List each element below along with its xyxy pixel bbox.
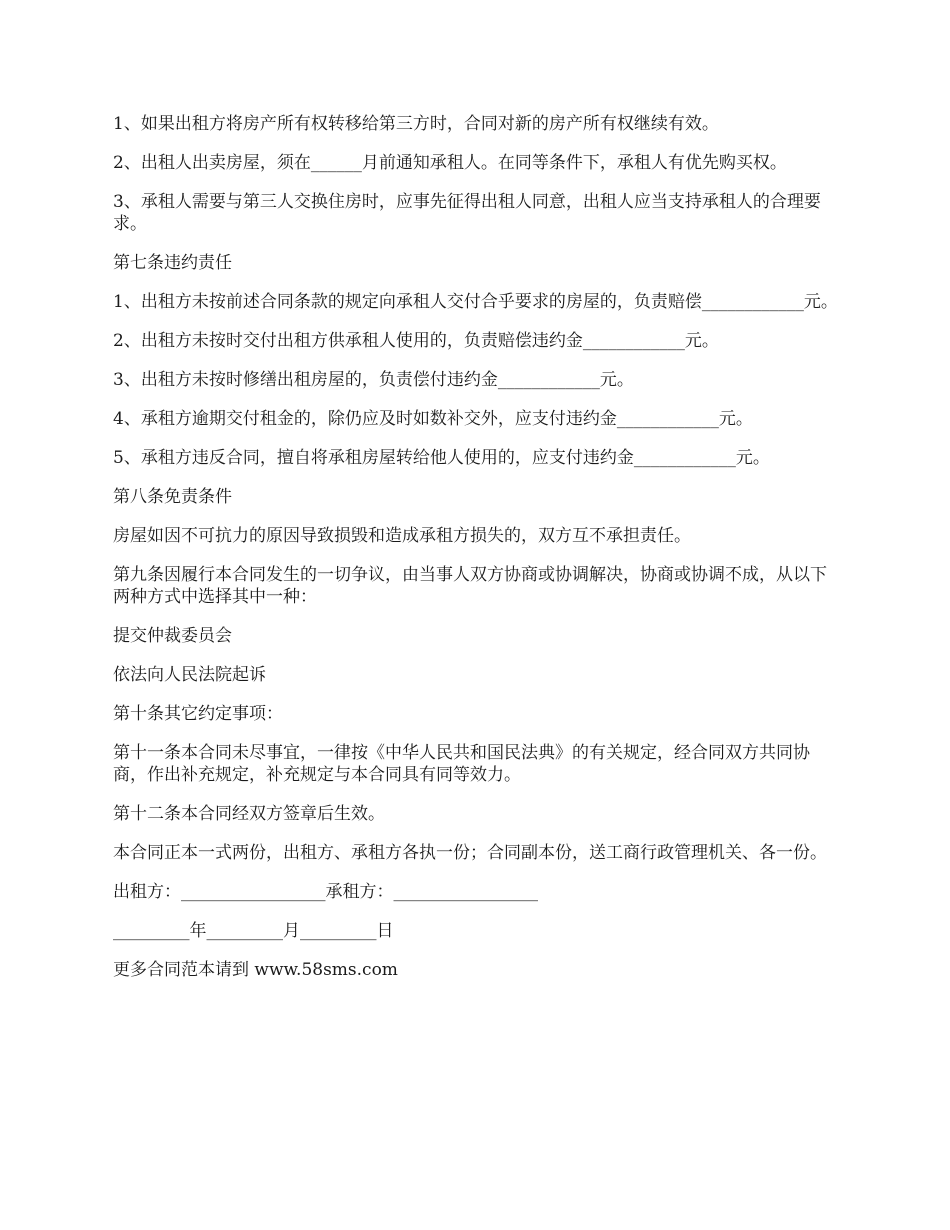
clause-12-body: 第十二条本合同经双方签章后生效。 [113, 804, 385, 824]
clause-9-option-1: 提交仲裁委员会 [113, 626, 232, 646]
clause-9-body: 第九条因履行本合同发生的一切争议，由当事人双方协商或协调解决，协商或协调不成，从以下两种方式中选择其中一种： [113, 565, 827, 607]
clause-10-heading: 第十条其它约定事项： [113, 704, 283, 724]
clause-7-heading: 第七条违约责任 [113, 253, 232, 273]
clause-7-item-3: 3、出租方未按时修缮出租房屋的，负责偿付违约金____________元。 [113, 370, 634, 390]
clause-6-item-1: 1、如果出租方将房产所有权转移给第三方时，合同对新的房产所有权继续有效。 [113, 114, 719, 134]
clause-6-item-3: 3、承租人需要与第三人交换住房时，应事先征得出租人同意，出租人应当支持承租人的合理要求。 [113, 192, 821, 234]
clause-8-body: 房屋如因不可抗力的原因导致损毁和造成承租方损失的，双方互不承担责任。 [113, 526, 691, 546]
clause-8-heading: 第八条免责条件 [113, 487, 232, 507]
footer-link-text: 更多合同范本请到 www.58sms.com [113, 960, 398, 980]
signature-line: 出租方：_________________承租方：_________________ [113, 882, 538, 902]
clause-9-option-2: 依法向人民法院起诉 [113, 665, 266, 685]
clause-6-item-2: 2、出租人出卖房屋，须在______月前通知承租人。在同等条件下，承租人有优先购买权。 [113, 153, 787, 173]
copies-statement: 本合同正本一式两份，出租方、承租方各执一份；合同副本份，送工商行政管理机关、各一份。 [113, 843, 827, 863]
clause-7-item-4: 4、承租方逾期交付租金的，除仍应及时如数补交外，应支付违约金____________元。 [113, 409, 753, 429]
document-page [113, 113, 843, 998]
clause-7-item-2: 2、出租方未按时交付出租方供承租人使用的，负责赔偿违约金____________元。 [113, 331, 719, 351]
clause-7-item-5: 5、承租方违反合同，擅自将承租房屋转给他人使用的，应支付违约金____________元。 [113, 448, 770, 468]
date-line: _________年_________月_________日 [113, 921, 394, 941]
clause-7-item-1: 1、出租方未按前述合同条款的规定向承租人交付合乎要求的房屋的，负责赔偿____________元。 [113, 292, 838, 312]
clause-11-body: 第十一条本合同未尽事宜，一律按《中华人民共和国民法典》的有关规定，经合同双方共同协商，作出补充规定，补充规定与本合同具有同等效力。 [113, 743, 810, 785]
